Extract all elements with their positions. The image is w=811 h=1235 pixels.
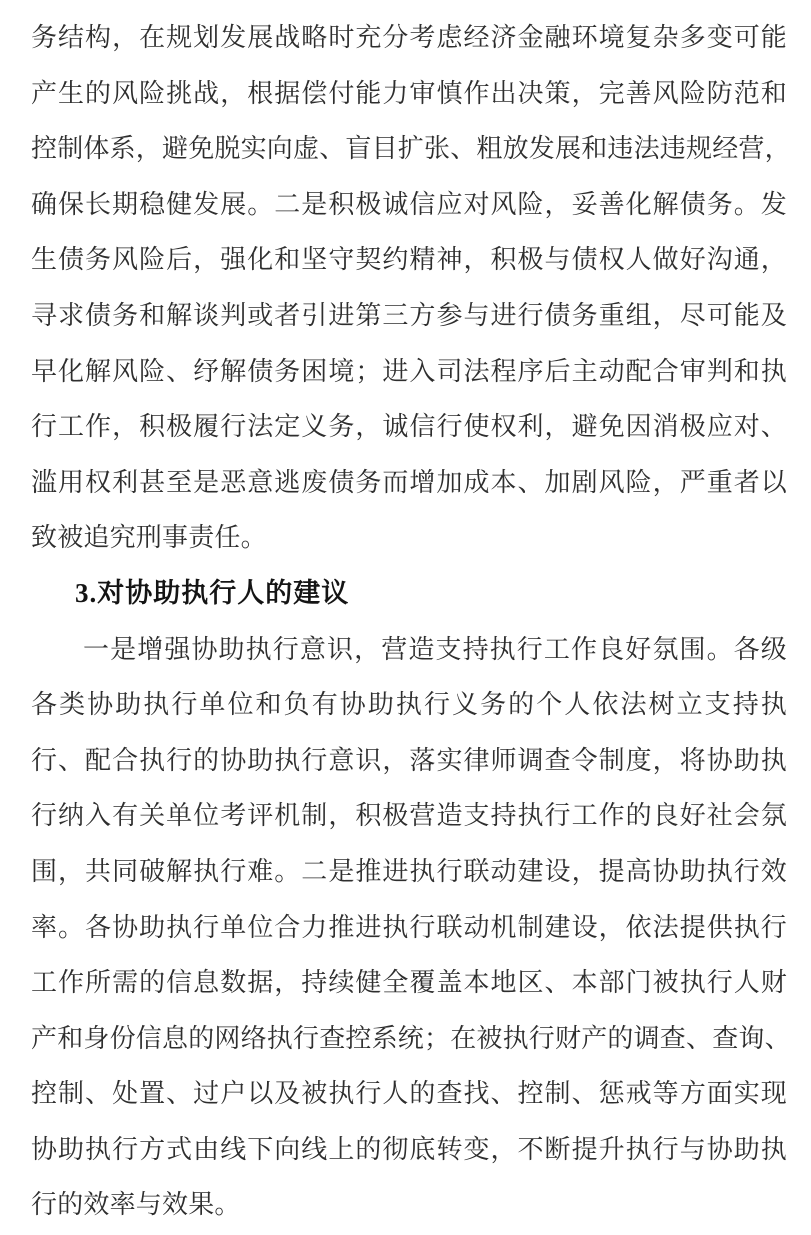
text-line: 率。各协助执行单位合力推进执行联动机制建设，依法提供执行 xyxy=(31,912,787,942)
document-content xyxy=(31,10,791,1233)
text-line: 务结构，在规划发展战略时充分考虑经济金融环境复杂多变可能 xyxy=(31,23,787,52)
text-line: 控制、处置、过户以及被执行人的查找、控制、惩戒等方面实现 xyxy=(31,1079,787,1109)
text-line: 产生的风险挑战，根据偿付能力审慎作出决策，完善风险防范和 xyxy=(31,78,787,108)
text-line: 生债务风险后，强化和坚守契约精神，积极与债权人做好沟通， xyxy=(31,245,787,275)
text-line: 行工作，积极履行法定义务，诚信行使权利，避免因消极应对、 xyxy=(31,412,787,442)
text-line: 协助执行方式由线下向线上的彻底转变，不断提升执行与协助执 xyxy=(31,1134,787,1164)
text-line: 寻求债务和解谈判或者引进第三方参与进行债务重组，尽可能及 xyxy=(31,300,787,330)
text-line: 致被追究刑事责任。 xyxy=(31,523,267,553)
text-line: 确保长期稳健发展。二是积极诚信应对风险，妥善化解债务。发 xyxy=(31,189,787,219)
text-line: 行纳入有关单位考评机制，积极营造支持执行工作的良好社会氛 xyxy=(31,801,787,831)
text-line: 早化解风险、纾解债务困境；进入司法程序后主动配合审判和执 xyxy=(31,356,787,386)
text-line: 滥用权利甚至是恶意逃废债务而增加成本、加剧风险，严重者以 xyxy=(31,467,787,497)
text-line: 产和身份信息的网络执行查控系统；在被执行财产的调查、查询、 xyxy=(31,1023,791,1053)
text-line: 一是增强协助执行意识，营造支持执行工作良好氛围。各级 xyxy=(83,634,787,664)
text-line: 各类协助执行单位和负有协助执行义务的个人依法树立支持执 xyxy=(31,690,787,720)
text-line: 工作所需的信息数据，持续健全覆盖本地区、本部门被执行人财 xyxy=(31,968,787,998)
text-line: 控制体系，避免脱实向虚、盲目扩张、粗放发展和违法违规经营， xyxy=(31,134,791,164)
text-line: 行的效率与效果。 xyxy=(31,1190,241,1220)
text-line: 行、配合执行的协助执行意识，落实律师调查令制度，将协助执 xyxy=(31,745,787,775)
text-line: 围，共同破解执行难。二是推进执行联动建设，提高协助执行效 xyxy=(31,856,787,886)
section-heading: 3.对协助执行人的建议 xyxy=(75,577,350,608)
